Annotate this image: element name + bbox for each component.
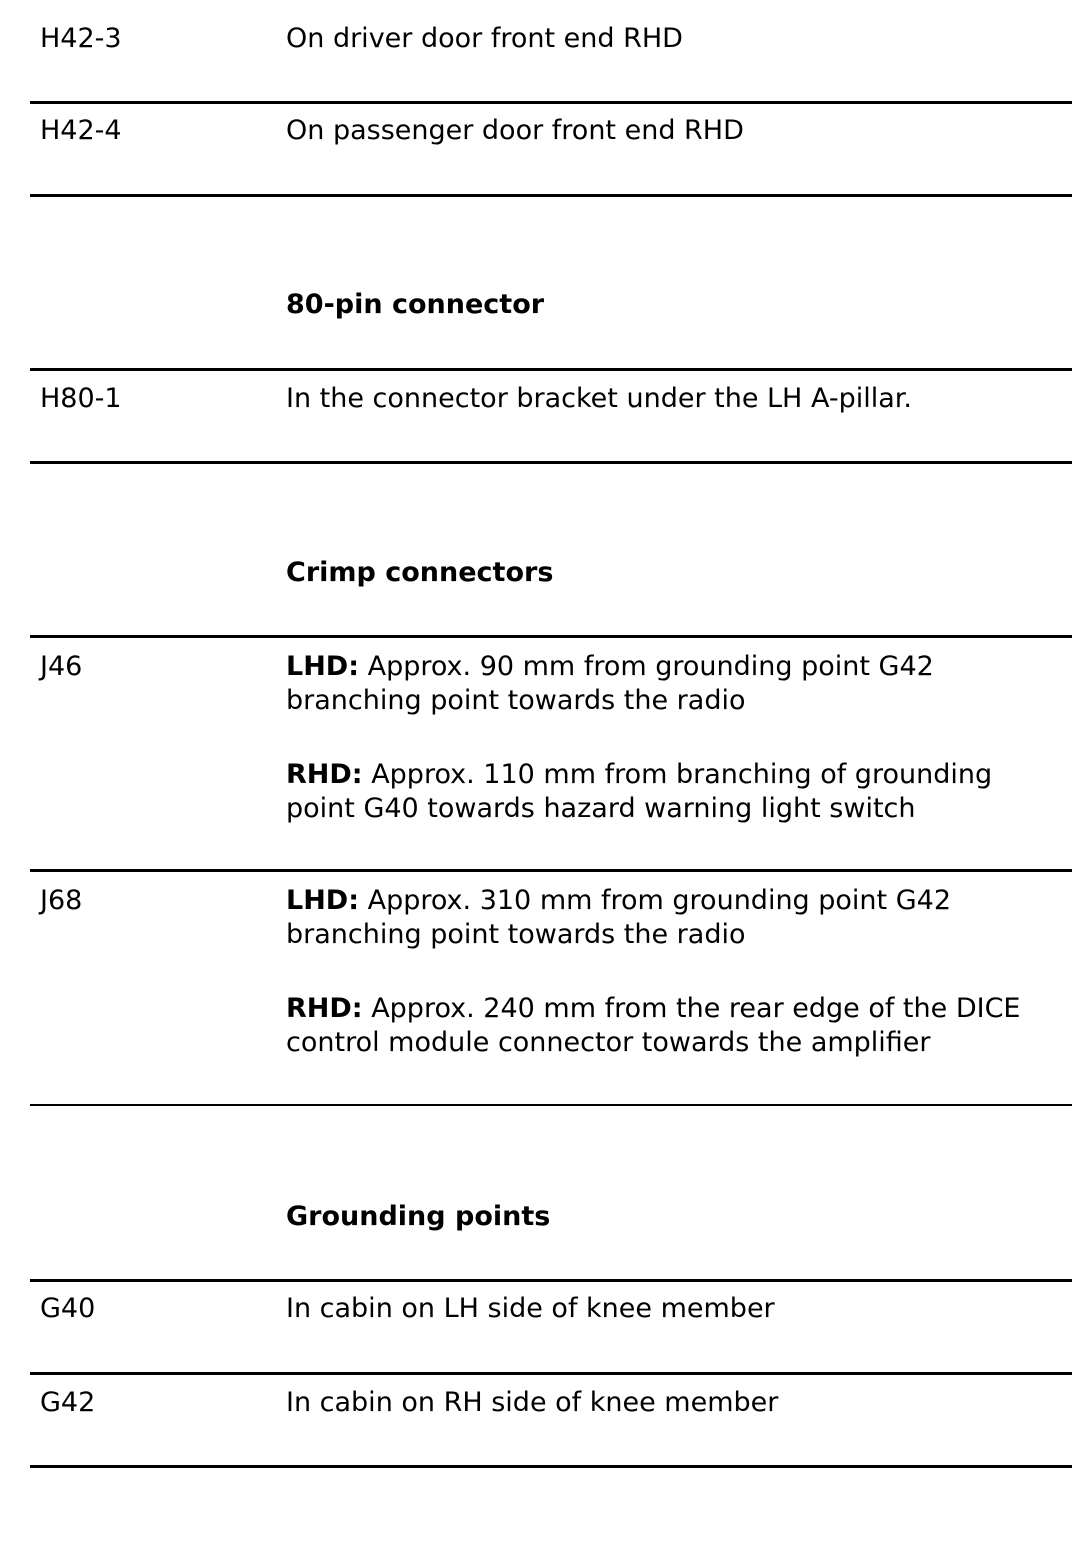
table-divider bbox=[30, 869, 1072, 872]
rhd-label: RHD: bbox=[286, 993, 363, 1024]
row-code: J46 bbox=[40, 651, 83, 682]
rhd-label: RHD: bbox=[286, 759, 363, 790]
table-divider bbox=[30, 1279, 1072, 1282]
rhd-note bbox=[286, 758, 1066, 826]
lhd-note bbox=[286, 650, 1066, 718]
table-divider bbox=[30, 1372, 1072, 1375]
row-code: G42 bbox=[40, 1387, 96, 1418]
section-heading: Crimp connectors bbox=[286, 557, 554, 588]
row-description: On driver door front end RHD bbox=[286, 23, 683, 54]
rhd-text: point G40 towards hazard warning light switch bbox=[286, 793, 916, 824]
table-divider bbox=[30, 1104, 1072, 1106]
lhd-text: branching point towards the radio bbox=[286, 685, 746, 716]
row-code: J68 bbox=[40, 885, 83, 916]
lhd-label: LHD: bbox=[286, 651, 360, 682]
table-divider bbox=[30, 461, 1072, 464]
lhd-text: branching point towards the radio bbox=[286, 919, 746, 950]
row-description: On passenger door front end RHD bbox=[286, 115, 744, 146]
table-divider bbox=[30, 635, 1072, 638]
lhd-note bbox=[286, 884, 1066, 952]
row-description: In cabin on RH side of knee member bbox=[286, 1387, 779, 1418]
rhd-text: Approx. 240 mm from the rear edge of the DICE bbox=[371, 993, 1021, 1024]
lhd-label: LHD: bbox=[286, 885, 360, 916]
rhd-text: Approx. 110 mm from branching of grounding bbox=[371, 759, 993, 790]
row-code: H42-3 bbox=[40, 23, 122, 54]
table-divider bbox=[30, 368, 1072, 371]
table-divider bbox=[30, 194, 1072, 197]
rhd-note bbox=[286, 992, 1066, 1060]
section-heading: 80-pin connector bbox=[286, 289, 545, 320]
table-divider bbox=[30, 1465, 1072, 1468]
row-description: In cabin on LH side of knee member bbox=[286, 1293, 775, 1324]
lhd-text: Approx. 90 mm from grounding point G42 bbox=[367, 651, 934, 682]
row-description bbox=[286, 884, 1066, 1060]
row-description: In the connector bracket under the LH A-pillar. bbox=[286, 383, 912, 414]
table-divider bbox=[30, 101, 1072, 104]
rhd-text: control module connector towards the amplifier bbox=[286, 1027, 931, 1058]
row-code: H42-4 bbox=[40, 115, 122, 146]
row-code: G40 bbox=[40, 1293, 96, 1324]
row-code: H80-1 bbox=[40, 383, 122, 414]
lhd-text: Approx. 310 mm from grounding point G42 bbox=[367, 885, 951, 916]
row-description bbox=[286, 650, 1066, 826]
section-heading: Grounding points bbox=[286, 1201, 551, 1232]
